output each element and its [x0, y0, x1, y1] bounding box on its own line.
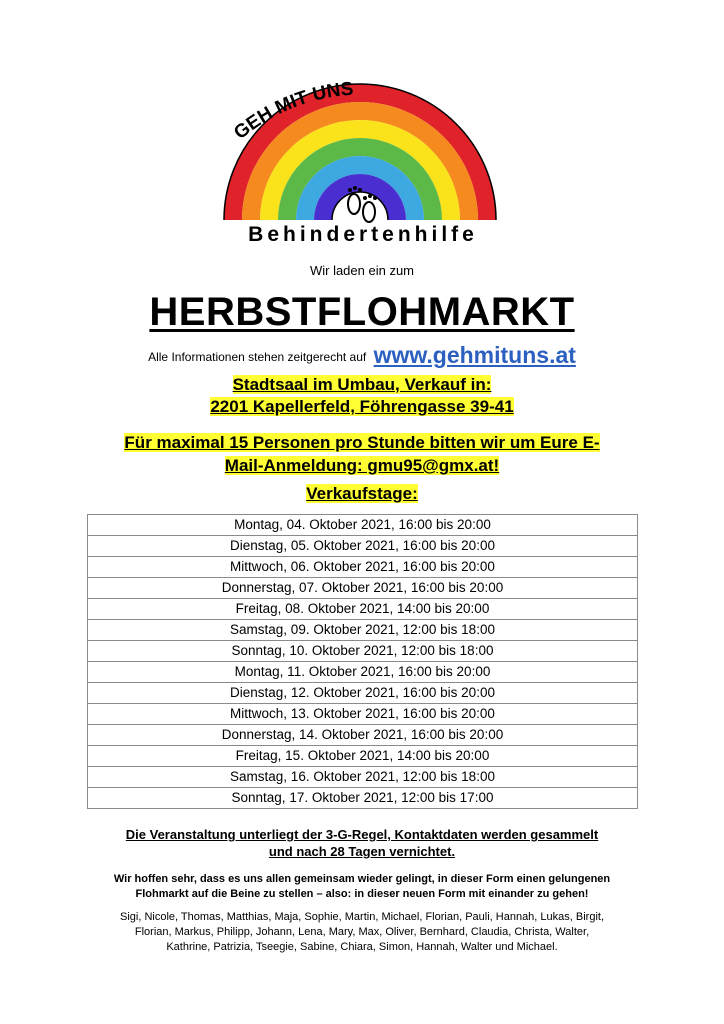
- schedule-row: [88, 746, 638, 767]
- days-heading: [0, 484, 724, 504]
- schedule-row: [88, 641, 638, 662]
- venue-block: [0, 374, 724, 418]
- schedule-cell: Donnerstag, 14. Oktober 2021, 16:00 bis 20:00: [88, 725, 638, 746]
- rule-line-1: Die Veranstaltung unterliegt der 3-G-Regel, Kontaktdaten werden gesammelt: [125, 827, 599, 842]
- schedule-cell: Mittwoch, 06. Oktober 2021, 16:00 bis 20:00: [88, 557, 638, 578]
- schedule-row: [88, 683, 638, 704]
- rule-line-2: und nach 28 Tagen vernichtet.: [268, 844, 456, 859]
- signup-line-2: Mail-Anmeldung: gmu95@gmx.at!: [224, 456, 500, 475]
- hope-line-2: Flohmarkt auf die Beine zu stellen – also: in dieser neuen Form mit einander zu gehen!: [135, 888, 589, 900]
- rule-notice: [0, 826, 724, 860]
- schedule-row: [88, 599, 638, 620]
- schedule-cell: Montag, 11. Oktober 2021, 16:00 bis 20:00: [88, 662, 638, 683]
- schedule-row: [88, 767, 638, 788]
- days-heading-text: Verkaufstage:: [306, 484, 418, 503]
- schedule-row: [88, 536, 638, 557]
- schedule-cell: Samstag, 16. Oktober 2021, 12:00 bis 18:00: [88, 767, 638, 788]
- schedule-cell: Mittwoch, 13. Oktober 2021, 16:00 bis 20:00: [88, 704, 638, 725]
- schedule-cell: Donnerstag, 07. Oktober 2021, 16:00 bis 20:00: [88, 578, 638, 599]
- schedule-cell: Freitag, 08. Oktober 2021, 14:00 bis 20:00: [88, 599, 638, 620]
- schedule-row: [88, 578, 638, 599]
- names-line-3: Kathrine, Patrizia, Tseegie, Sabine, Chiara, Simon, Hannah, Walter und Michael.: [166, 941, 558, 953]
- schedule-cell: Dienstag, 12. Oktober 2021, 16:00 bis 20:00: [88, 683, 638, 704]
- schedule-cell: Dienstag, 05. Oktober 2021, 16:00 bis 20:00: [88, 536, 638, 557]
- schedule-cell: Samstag, 09. Oktober 2021, 12:00 bis 18:00: [88, 620, 638, 641]
- schedule-row: [88, 788, 638, 809]
- schedule-row: [88, 620, 638, 641]
- logo-arc-text: GEH MIT UNS: [230, 78, 355, 144]
- info-text: Alle Informationen stehen zeitgerecht auf: [148, 350, 367, 364]
- schedule-row: [88, 515, 638, 536]
- venue-line-2: 2201 Kapellerfeld, Föhrengasse 39-41: [210, 397, 514, 416]
- hope-line-1: Wir hoffen sehr, dass es uns allen gemeinsam wieder gelingt, in dieser Form einen gelungenen: [113, 873, 611, 885]
- logo-subtitle: Behindertenhilfe: [248, 223, 478, 246]
- intro-text: Wir laden ein zum: [309, 263, 415, 278]
- signup-block: [0, 431, 724, 477]
- names-line-1: Sigi, Nicole, Thomas, Matthias, Maja, Sophie, Martin, Michael, Florian, Pauli, Hannah, Lukas, Birgit,: [119, 911, 604, 923]
- schedule-row: [88, 557, 638, 578]
- info-line: [0, 340, 724, 367]
- schedule-cell: Freitag, 15. Oktober 2021, 14:00 bis 20:00: [88, 746, 638, 767]
- event-title: HERBSTFLOHMARKT: [149, 290, 575, 334]
- website-link[interactable]: www.gehmituns.at: [373, 342, 576, 368]
- venue-line-1: Stadtsaal im Umbau, Verkauf in:: [232, 375, 492, 394]
- names-line-2: Florian, Markus, Philipp, Johann, Lena, Mary, Max, Oliver, Bernhard, Claudia, Christa, Walter,: [134, 926, 590, 938]
- schedule-table: [87, 514, 638, 809]
- signup-line-1: Für maximal 15 Personen pro Stunde bitten wir um Eure E-: [124, 433, 600, 452]
- schedule-cell: Montag, 04. Oktober 2021, 16:00 bis 20:00: [88, 515, 638, 536]
- rainbow-logo: [200, 78, 520, 248]
- schedule-row: [88, 725, 638, 746]
- schedule-row: [88, 704, 638, 725]
- hope-text: [0, 872, 724, 902]
- schedule-cell: Sonntag, 17. Oktober 2021, 12:00 bis 17:00: [88, 788, 638, 809]
- names-list: [90, 910, 634, 955]
- schedule-cell: Sonntag, 10. Oktober 2021, 12:00 bis 18:00: [88, 641, 638, 662]
- schedule-row: [88, 662, 638, 683]
